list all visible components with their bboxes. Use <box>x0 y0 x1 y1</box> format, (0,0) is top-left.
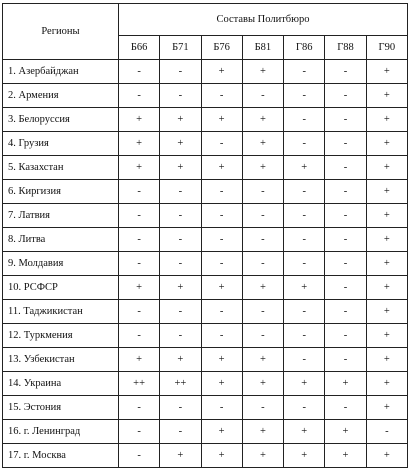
membership-mark-cell: - <box>160 420 201 444</box>
politburo-group-header: Составы Политбюро <box>118 4 407 36</box>
membership-mark-cell: + <box>201 276 242 300</box>
table-row <box>3 396 408 420</box>
membership-mark-cell: + <box>284 372 325 396</box>
membership-mark-cell: + <box>201 372 242 396</box>
membership-mark-cell: + <box>284 420 325 444</box>
table-row <box>3 276 408 300</box>
membership-mark-cell: - <box>201 228 242 252</box>
membership-mark-cell: + <box>160 156 201 180</box>
table-row <box>3 108 408 132</box>
membership-mark-cell: - <box>325 108 366 132</box>
membership-mark-cell: + <box>366 228 407 252</box>
membership-mark-cell: - <box>160 252 201 276</box>
membership-mark-cell: - <box>201 300 242 324</box>
membership-mark-cell: - <box>201 180 242 204</box>
membership-mark-cell: + <box>242 60 283 84</box>
politburo-table-container <box>2 3 408 468</box>
column-header-0: Б66 <box>118 36 159 60</box>
membership-mark-cell: - <box>118 324 159 348</box>
membership-mark-cell: + <box>160 444 201 468</box>
membership-mark-cell: + <box>118 156 159 180</box>
membership-mark-cell: - <box>160 204 201 228</box>
membership-mark-cell: + <box>201 60 242 84</box>
membership-mark-cell: + <box>118 108 159 132</box>
membership-mark-cell: - <box>118 420 159 444</box>
region-cell: 3. Белоруссия <box>3 108 119 132</box>
membership-mark-cell: - <box>118 204 159 228</box>
membership-mark-cell: + <box>242 348 283 372</box>
table-row <box>3 180 408 204</box>
region-cell: 14. Украина <box>3 372 119 396</box>
table-row <box>3 204 408 228</box>
membership-mark-cell: - <box>160 228 201 252</box>
region-cell: 5. Казахстан <box>3 156 119 180</box>
column-header-2: Б76 <box>201 36 242 60</box>
region-cell: 11. Таджикистан <box>3 300 119 324</box>
membership-mark-cell: - <box>325 156 366 180</box>
membership-mark-cell: + <box>160 132 201 156</box>
membership-mark-cell: + <box>366 276 407 300</box>
membership-mark-cell: + <box>366 156 407 180</box>
membership-mark-cell: - <box>118 252 159 276</box>
membership-mark-cell: + <box>366 84 407 108</box>
table-row <box>3 60 408 84</box>
membership-mark-cell: - <box>118 84 159 108</box>
column-header-1: Б71 <box>160 36 201 60</box>
membership-mark-cell: + <box>242 372 283 396</box>
membership-mark-cell: + <box>366 300 407 324</box>
membership-mark-cell: - <box>160 180 201 204</box>
membership-mark-cell: - <box>242 396 283 420</box>
politburo-table <box>2 3 408 468</box>
membership-mark-cell: - <box>325 60 366 84</box>
region-cell: 17. г. Москва <box>3 444 119 468</box>
table-row <box>3 348 408 372</box>
membership-mark-cell: + <box>366 132 407 156</box>
membership-mark-cell: ++ <box>118 372 159 396</box>
membership-mark-cell: - <box>118 396 159 420</box>
membership-mark-cell: - <box>201 396 242 420</box>
table-row <box>3 84 408 108</box>
membership-mark-cell: + <box>366 444 407 468</box>
membership-mark-cell: - <box>325 348 366 372</box>
membership-mark-cell: - <box>325 180 366 204</box>
table-row <box>3 372 408 396</box>
membership-mark-cell: + <box>366 324 407 348</box>
membership-mark-cell: + <box>242 156 283 180</box>
membership-mark-cell: - <box>201 132 242 156</box>
membership-mark-cell: - <box>201 204 242 228</box>
membership-mark-cell: - <box>325 252 366 276</box>
membership-mark-cell: - <box>284 204 325 228</box>
region-cell: 1. Азербайджан <box>3 60 119 84</box>
membership-mark-cell: + <box>201 348 242 372</box>
membership-mark-cell: - <box>160 324 201 348</box>
membership-mark-cell: + <box>325 372 366 396</box>
membership-mark-cell: + <box>118 348 159 372</box>
membership-mark-cell: + <box>366 60 407 84</box>
membership-mark-cell: - <box>325 396 366 420</box>
membership-mark-cell: + <box>201 420 242 444</box>
table-body <box>3 60 408 468</box>
membership-mark-cell: + <box>325 444 366 468</box>
membership-mark-cell: - <box>242 204 283 228</box>
membership-mark-cell: - <box>160 60 201 84</box>
membership-mark-cell: - <box>284 396 325 420</box>
membership-mark-cell: - <box>325 324 366 348</box>
membership-mark-cell: - <box>325 228 366 252</box>
table-row <box>3 132 408 156</box>
table-row <box>3 300 408 324</box>
membership-mark-cell: - <box>160 300 201 324</box>
membership-mark-cell: - <box>284 132 325 156</box>
membership-mark-cell: - <box>284 108 325 132</box>
membership-mark-cell: + <box>242 420 283 444</box>
membership-mark-cell: + <box>160 108 201 132</box>
membership-mark-cell: - <box>242 252 283 276</box>
membership-mark-cell: - <box>118 300 159 324</box>
region-cell: 7. Латвия <box>3 204 119 228</box>
region-cell: 4. Грузия <box>3 132 119 156</box>
column-header-6: Г90 <box>366 36 407 60</box>
table-header <box>3 4 408 60</box>
region-cell: 10. РСФСР <box>3 276 119 300</box>
region-column-header: Регионы <box>3 4 119 60</box>
membership-mark-cell: - <box>118 180 159 204</box>
region-cell: 15. Эстония <box>3 396 119 420</box>
membership-mark-cell: + <box>201 156 242 180</box>
membership-mark-cell: + <box>325 420 366 444</box>
region-cell: 13. Узбекистан <box>3 348 119 372</box>
region-cell: 8. Литва <box>3 228 119 252</box>
membership-mark-cell: - <box>284 84 325 108</box>
membership-mark-cell: - <box>284 228 325 252</box>
column-header-4: Г86 <box>284 36 325 60</box>
membership-mark-cell: - <box>284 300 325 324</box>
membership-mark-cell: + <box>201 444 242 468</box>
region-cell: 9. Молдавия <box>3 252 119 276</box>
membership-mark-cell: + <box>366 108 407 132</box>
region-cell: 12. Туркмения <box>3 324 119 348</box>
column-header-3: Б81 <box>242 36 283 60</box>
membership-mark-cell: + <box>284 444 325 468</box>
membership-mark-cell: + <box>160 348 201 372</box>
membership-mark-cell: - <box>242 300 283 324</box>
membership-mark-cell: - <box>118 60 159 84</box>
membership-mark-cell: - <box>242 228 283 252</box>
membership-mark-cell: - <box>366 420 407 444</box>
membership-mark-cell: - <box>284 348 325 372</box>
membership-mark-cell: - <box>325 300 366 324</box>
membership-mark-cell: - <box>201 252 242 276</box>
membership-mark-cell: - <box>325 84 366 108</box>
column-header-5: Г88 <box>325 36 366 60</box>
membership-mark-cell: + <box>118 276 159 300</box>
membership-mark-cell: + <box>366 372 407 396</box>
header-row-group <box>3 4 408 36</box>
table-row <box>3 420 408 444</box>
membership-mark-cell: + <box>284 156 325 180</box>
membership-mark-cell: - <box>118 228 159 252</box>
membership-mark-cell: - <box>118 444 159 468</box>
table-row <box>3 444 408 468</box>
region-cell: 6. Киргизия <box>3 180 119 204</box>
membership-mark-cell: - <box>242 180 283 204</box>
membership-mark-cell: + <box>242 132 283 156</box>
membership-mark-cell: - <box>325 132 366 156</box>
membership-mark-cell: - <box>201 84 242 108</box>
membership-mark-cell: + <box>242 276 283 300</box>
membership-mark-cell: + <box>201 108 242 132</box>
membership-mark-cell: + <box>366 204 407 228</box>
membership-mark-cell: + <box>366 180 407 204</box>
membership-mark-cell: - <box>325 204 366 228</box>
membership-mark-cell: - <box>284 180 325 204</box>
membership-mark-cell: + <box>284 276 325 300</box>
membership-mark-cell: + <box>242 108 283 132</box>
membership-mark-cell: - <box>242 324 283 348</box>
membership-mark-cell: - <box>160 396 201 420</box>
membership-mark-cell: - <box>242 84 283 108</box>
region-cell: 16. г. Ленинград <box>3 420 119 444</box>
table-row <box>3 324 408 348</box>
membership-mark-cell: - <box>284 324 325 348</box>
region-cell: 2. Армения <box>3 84 119 108</box>
membership-mark-cell: + <box>160 276 201 300</box>
membership-mark-cell: + <box>242 444 283 468</box>
table-row <box>3 156 408 180</box>
membership-mark-cell: - <box>284 252 325 276</box>
membership-mark-cell: - <box>284 60 325 84</box>
membership-mark-cell: ++ <box>160 372 201 396</box>
membership-mark-cell: + <box>366 252 407 276</box>
table-row <box>3 228 408 252</box>
membership-mark-cell: + <box>366 348 407 372</box>
membership-mark-cell: + <box>366 396 407 420</box>
membership-mark-cell: - <box>201 324 242 348</box>
membership-mark-cell: - <box>325 276 366 300</box>
membership-mark-cell: + <box>118 132 159 156</box>
table-row <box>3 252 408 276</box>
membership-mark-cell: - <box>160 84 201 108</box>
